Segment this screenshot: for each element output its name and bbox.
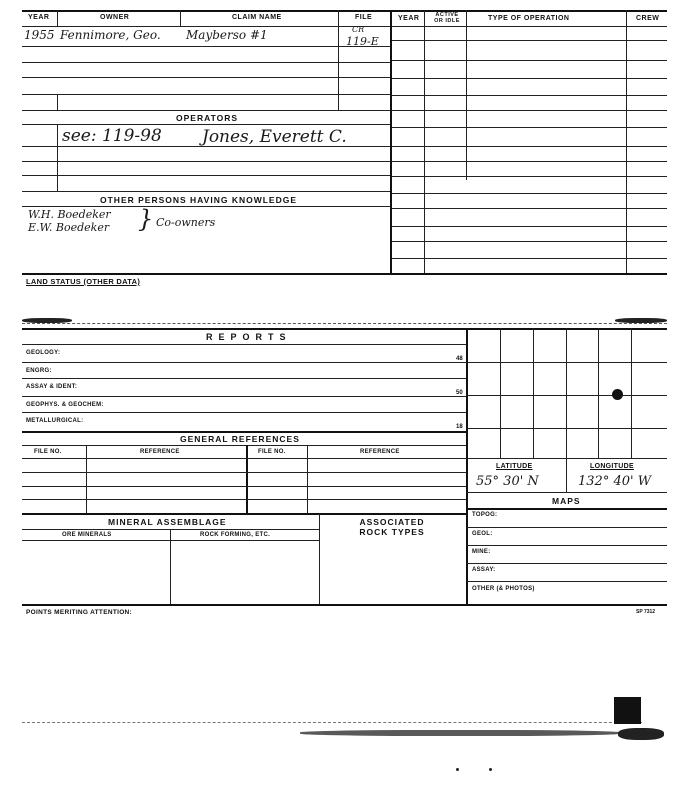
owner-name: Fennimore, Geo. xyxy=(60,28,161,42)
scan-block xyxy=(614,697,641,724)
ore-minerals-header: ORE MINERALS xyxy=(62,532,112,538)
col-file-header: FILE xyxy=(355,14,373,21)
file-top: CR xyxy=(352,25,365,34)
report-metallurgical-num: 18 xyxy=(456,424,463,430)
report-assay-num: 50 xyxy=(456,390,463,396)
report-assay: ASSAY & IDENT: xyxy=(26,384,78,390)
ref-col-file1: FILE NO. xyxy=(34,449,62,455)
scan-dot-2 xyxy=(489,768,492,771)
scan-smear-corner xyxy=(618,728,664,740)
ref-col-ref2: REFERENCE xyxy=(360,449,400,455)
claim-name: Mayberso #1 xyxy=(186,28,268,42)
other-persons-heading: OTHER PERSONS HAVING KNOWLEDGE xyxy=(100,195,298,205)
scan-dot-1 xyxy=(456,768,459,771)
operators-heading: OPERATORS xyxy=(176,113,239,123)
report-engrg: ENGRG: xyxy=(26,368,52,374)
points-meriting-attention: POINTS MERITING ATTENTION: xyxy=(26,609,133,616)
maps-mine: MINE: xyxy=(472,549,491,555)
maps-topog: TOPOG: xyxy=(472,512,498,518)
right-active-header: ACTIVE OR IDLE xyxy=(434,12,460,24)
right-year-header: YEAR xyxy=(398,15,420,22)
scan-artifact-line xyxy=(22,722,642,723)
latitude-value: 55° 30' N xyxy=(476,474,539,489)
longitude-value: 132° 40' W xyxy=(578,474,652,489)
maps-geol: GEOL: xyxy=(472,531,493,537)
file-bottom: 119-E xyxy=(346,35,379,48)
report-geophys: GEOPHYS. & GEOCHEM: xyxy=(26,402,104,408)
operators-name: Jones, Everett C. xyxy=(202,127,347,147)
right-type-header: TYPE OF OPERATION xyxy=(488,15,570,22)
scan-smear-right xyxy=(615,318,667,323)
other-person-2: E.W. Boedeker xyxy=(28,221,110,234)
report-geology-num: 48 xyxy=(456,356,463,362)
location-marker-dot xyxy=(612,389,623,400)
rock-forming-header: ROCK FORMING, ETC. xyxy=(200,532,271,538)
longitude-label: LONGITUDE xyxy=(590,463,634,470)
ref-col-file2: FILE NO. xyxy=(258,449,286,455)
report-geology: GEOLOGY: xyxy=(26,350,61,356)
other-person-1: W.H. Boedeker xyxy=(28,208,111,221)
right-crew-header: CREW xyxy=(636,15,660,22)
col-owner-header: OWNER xyxy=(100,14,130,21)
associated-rock-types: ASSOCIATED ROCK TYPES xyxy=(359,517,425,537)
owner-year: 1955 xyxy=(24,28,55,42)
report-metallurgical: METALLURGICAL: xyxy=(26,418,84,424)
general-references-heading: GENERAL REFERENCES xyxy=(180,434,300,444)
reports-heading: REPORTS xyxy=(206,332,292,342)
scan-smear-bottom xyxy=(300,730,620,736)
operators-ref: see: 119-98 xyxy=(62,126,162,146)
latitude-label: LATITUDE xyxy=(496,463,533,470)
maps-assay: ASSAY: xyxy=(472,567,496,573)
other-persons-note: Co-owners xyxy=(156,216,216,229)
brace-icon: } xyxy=(138,205,154,233)
form-number: SP 7312 xyxy=(636,609,656,615)
mineral-assemblage-heading: MINERAL ASSEMBLAGE xyxy=(108,517,227,527)
maps-other: OTHER (& PHOTOS) xyxy=(472,586,535,592)
maps-heading: MAPS xyxy=(552,496,581,506)
land-status-label: LAND STATUS (OTHER DATA) xyxy=(26,277,141,286)
col-year-header: YEAR xyxy=(28,14,50,21)
col-claim-header: CLAIM NAME xyxy=(232,14,282,21)
ref-col-ref1: REFERENCE xyxy=(140,449,180,455)
